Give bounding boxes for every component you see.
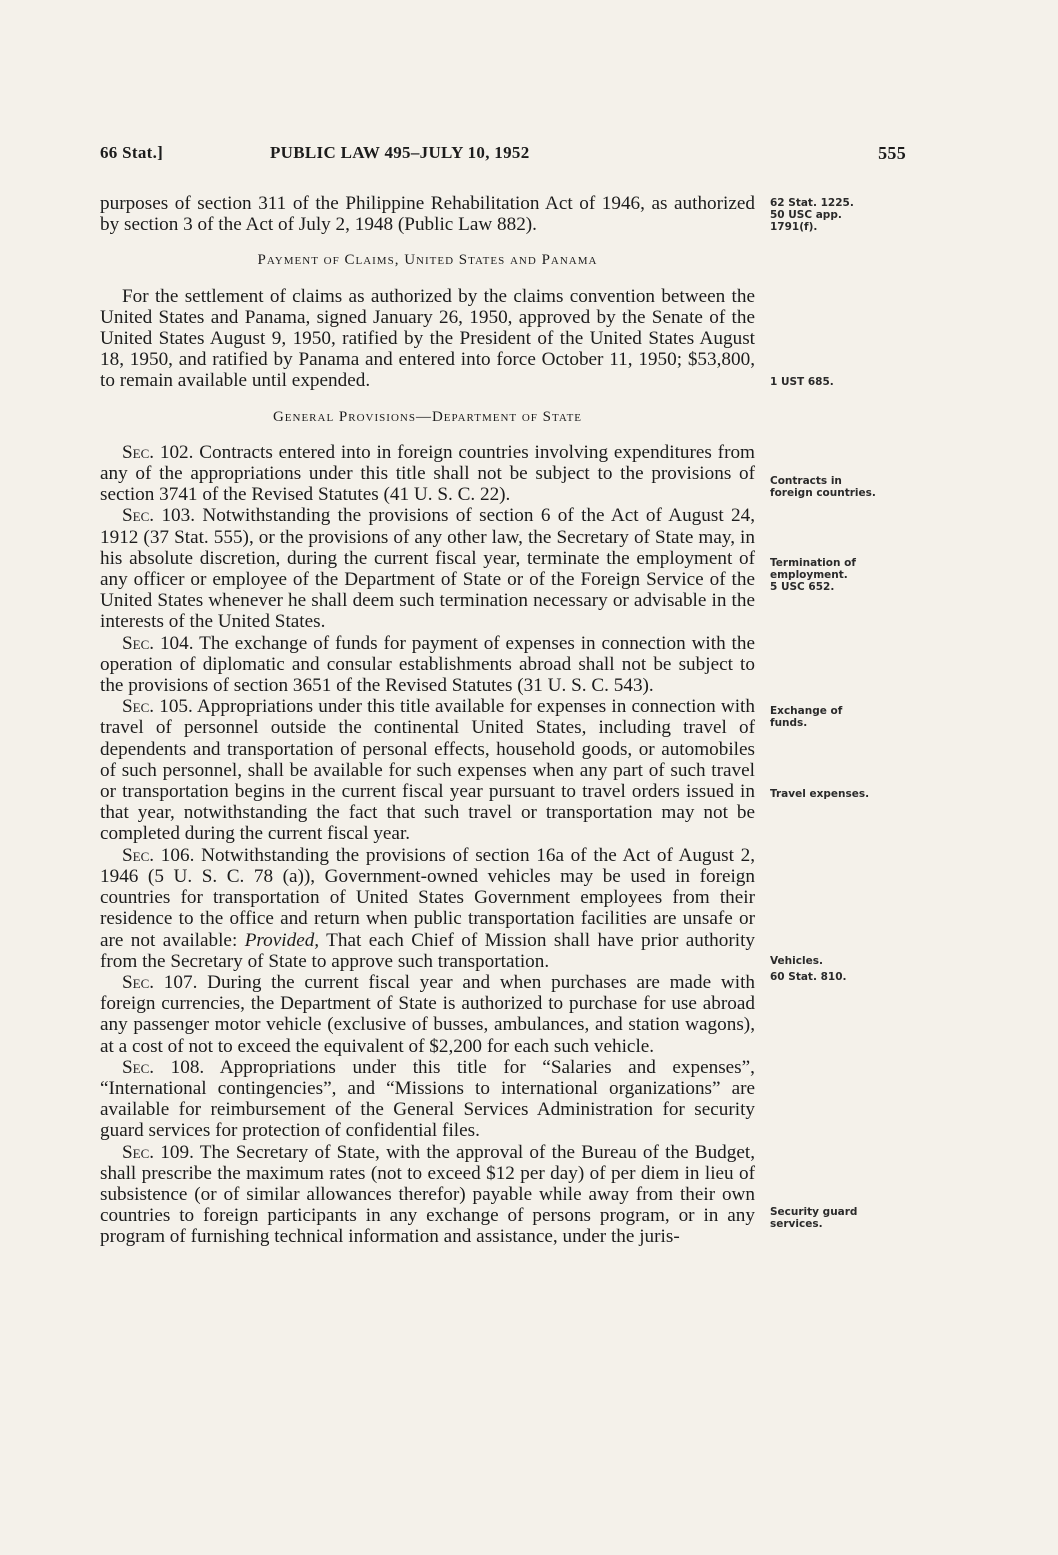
claims-paragraph: For the settlement of claims as authorized by the claims convention between the United States and Panama, signed January 26, 1950, approved by the Senate of the United States August 9, 1950, ratified by the President of the United States August 18, 1950, and ratified by Panama and entered into force October 11, 1950; $53,800, to remain available until expended. xyxy=(100,285,755,392)
page-header xyxy=(100,143,906,169)
margin-note-line: foreign countries. xyxy=(770,487,876,499)
section-text: Appropriations under this title available for expenses in connection with travel of personnel outside the continental United States, including travel of dependents and transportation of personal effects, household goods, or automobiles of such personnel, shall be available for such expenses when any part of such travel or transportation begins in the current fiscal year pursuant to travel orders issued in that year, notwithstanding the fact that such travel or transportation may not be completed during the current fiscal year. xyxy=(100,696,755,845)
section-106 xyxy=(100,845,755,972)
margin-note-line: Termination of xyxy=(770,557,856,569)
section-104 xyxy=(100,633,755,697)
section-label: Sec. 105. xyxy=(122,696,193,718)
section-label: Sec. 106. xyxy=(122,844,195,866)
margin-note-security xyxy=(770,1206,915,1230)
margin-note-line: Exchange of xyxy=(770,705,843,717)
section-text-after: That each Chief of Mission shall have prior authority from the Secretary of State to approve such transportation. xyxy=(100,929,756,972)
margin-note-line: 62 Stat. 1225. xyxy=(770,197,854,209)
margin-note-line: Contracts in xyxy=(770,475,842,487)
section-text: Notwithstanding the provisions of section 16a of the Act of August 2, 1946 (5 U. S. C. 78 (a)), Government-owned vehicles may be used in foreign countries for transportation of United States Government employees from their residence to the office and return when public transportation facilities are unsafe or are not available: xyxy=(100,844,756,951)
margin-note-contracts xyxy=(770,475,915,499)
heading-general-provisions: General Provisions—Department of State xyxy=(272,408,583,425)
section-107 xyxy=(100,972,755,1057)
section-label: Sec. 103. xyxy=(122,505,196,527)
section-label: Sec. 102. xyxy=(122,441,194,463)
margin-note-citation xyxy=(770,197,915,233)
section-label: Sec. 109. xyxy=(122,1141,194,1163)
margin-note-line: Security guard xyxy=(770,1206,858,1218)
margin-note-treaty xyxy=(770,376,915,388)
margin-note-line: 5 USC 652. xyxy=(770,581,835,593)
section-text: During the current fiscal year and when purchases are made with foreign currencies, the Department of State is authorized to purchase for use abroad any passenger motor vehicle (exclusive of busses, ambulances, and station wagons), at a cost of not to exceed the equivalent of $2,200 for each such vehicle. xyxy=(100,971,755,1057)
margin-note-travel xyxy=(770,788,915,800)
margin-note-termination xyxy=(770,557,915,593)
margin-note-line: 1 UST 685. xyxy=(770,376,834,388)
margin-note-line: 60 Stat. 810. xyxy=(770,971,847,983)
margin-note-line: funds. xyxy=(770,717,808,729)
section-text: Notwithstanding the provisions of section 6 of the Act of August 24, 1912 (37 Stat. 555), or the provisions of any other law, the Secretary of State may, in his absolute discretion, during the current fiscal year, terminate the employment of any officer or employee of the Department of State or of the Foreign Service of the United States whenever he shall deem such termination necessary or advisable in the interests of the United States. xyxy=(100,505,755,633)
section-102 xyxy=(100,442,755,506)
volume-reference: 66 Stat.] xyxy=(100,143,164,162)
section-105 xyxy=(100,696,755,844)
margin-note-vehicles xyxy=(770,955,915,983)
page-number: 555 xyxy=(878,143,906,163)
margin-note-line: 1791(f). xyxy=(770,221,818,233)
running-title: PUBLIC LAW 495–JULY 10, 1952 xyxy=(270,143,530,162)
section-text: The exchange of funds for payment of expenses in connection with the operation of diplomatic and consular establishments abroad shall not be subject to the provisions of section 3651 of the Revised Statutes (31 U. S. C. 543). xyxy=(100,632,755,697)
section-text: Contracts entered into in foreign countries involving expenditures from any of the appropriations under this title shall not be subject to the provisions of section 3741 of the Revised Statutes (41 U. S. C. 22). xyxy=(100,441,755,506)
section-label: Sec. 108. xyxy=(122,1056,205,1078)
section-text: Appropriations under this title for “Salaries and expenses”, “International contingencies”, and “Missions to international organizations” are available for reimbursement of the General Services Administration for security guard services for protection of confidential files. xyxy=(100,1056,755,1142)
heading-payment-of-claims: Payment of Claims, United States and Panama xyxy=(257,252,598,269)
section-109 xyxy=(100,1142,755,1248)
margin-note-line: 50 USC app. xyxy=(770,209,842,221)
section-label: Sec. 107. xyxy=(122,971,198,993)
margin-note-line: services. xyxy=(770,1218,823,1230)
proviso-italic: Provided, xyxy=(244,929,320,951)
section-label: Sec. 104. xyxy=(122,632,194,654)
margin-note-exchange xyxy=(770,705,915,729)
margin-note-line: Vehicles. xyxy=(770,955,823,967)
main-text xyxy=(100,193,755,1248)
margin-note-line: employment. xyxy=(770,569,848,581)
section-108 xyxy=(100,1057,755,1142)
intro-paragraph: purposes of section 311 of the Philippine Rehabilitation Act of 1946, as authorized by section 3 of the Act of July 2, 1948 (Public Law 882). xyxy=(100,193,755,236)
margin-note-line: Travel expenses. xyxy=(770,788,870,800)
section-103 xyxy=(100,505,755,632)
section-text: The Secretary of State, with the approval of the Bureau of the Budget, shall prescribe the maximum rates (not to exceed $12 per day) of per diem in lieu of subsistence (or of similar allowances therefor) payable while away from their own countries to foreign participants in any exchange of persons program, or in any program of furnishing technical information and assistance, under the juris- xyxy=(100,1141,755,1248)
